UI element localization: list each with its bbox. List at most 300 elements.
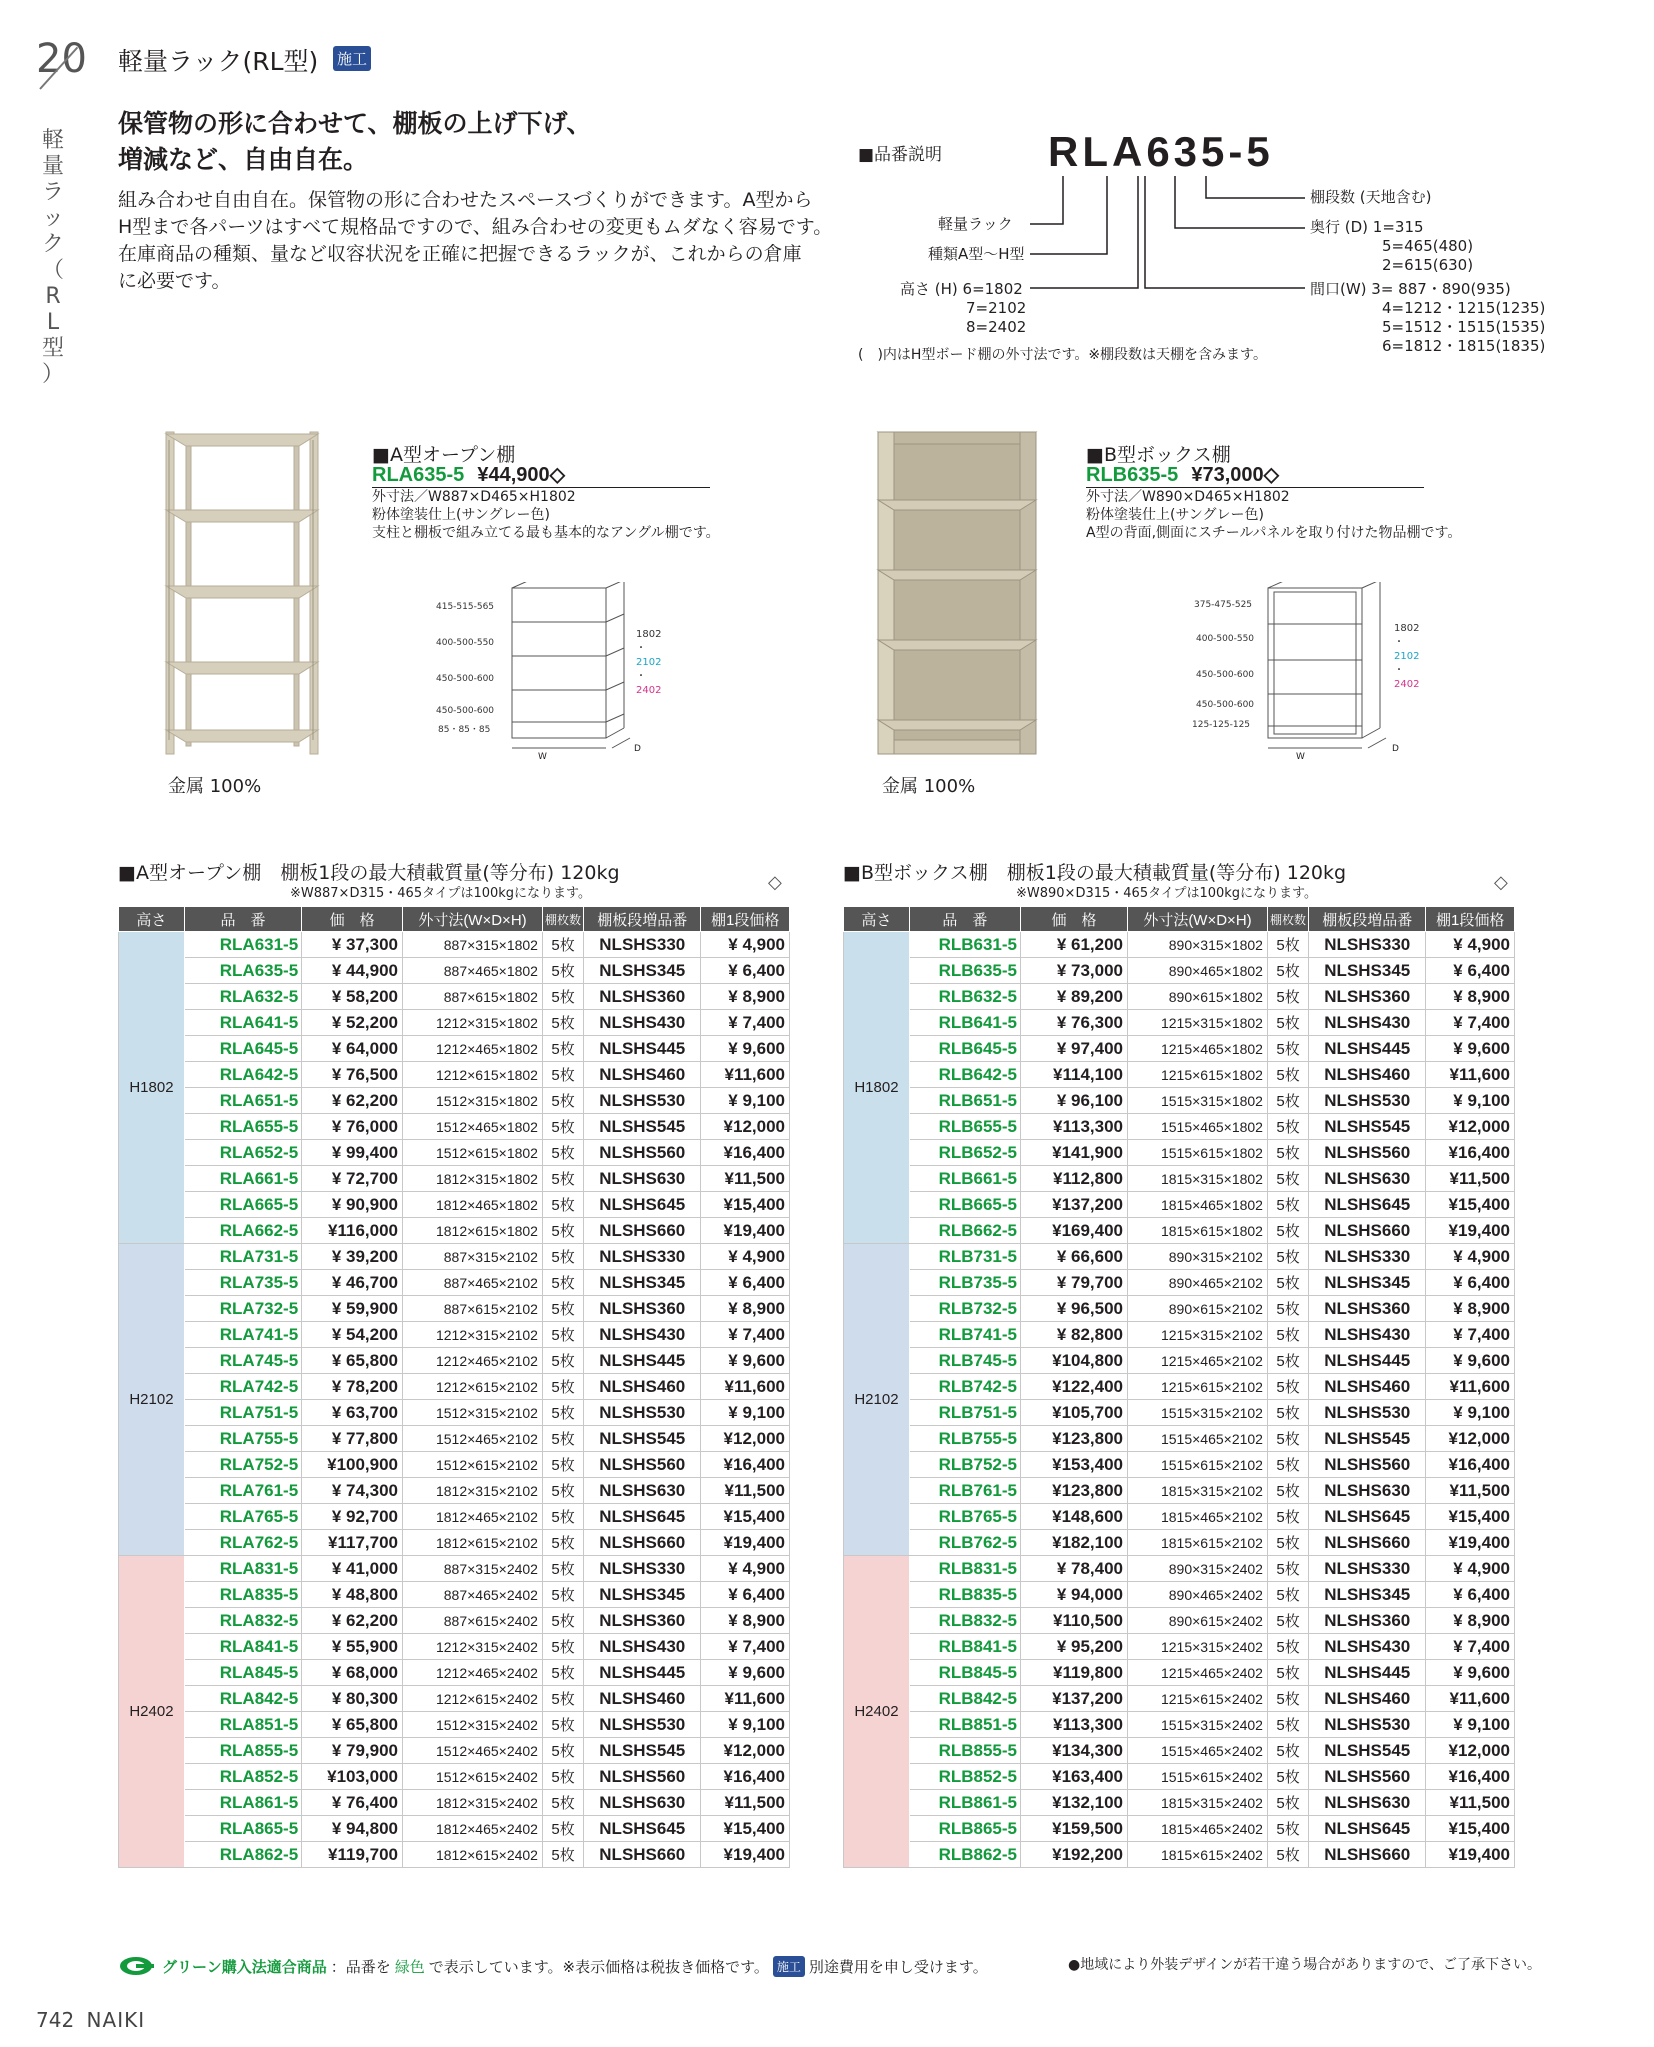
- pn-label-shelf-count: 棚段数 (天地含む): [1310, 188, 1432, 206]
- extra-shelf-price-cell: ¥ 9,100: [1426, 1400, 1515, 1426]
- page-title: 軽量ラック(RL型): [118, 47, 319, 76]
- extra-shelf-code-cell: NLSHS560: [584, 1764, 701, 1790]
- table-row: [119, 1322, 790, 1348]
- product-code-cell: RLA762-5: [184, 1530, 301, 1556]
- table-row: [119, 1244, 790, 1270]
- pn-label-height-8: 8=2402: [966, 318, 1027, 336]
- extra-shelf-code-cell: NLSHS445: [1309, 1036, 1426, 1062]
- shelf-count-cell: 5枚: [1267, 1582, 1308, 1608]
- extra-shelf-code-cell: NLSHS560: [584, 1452, 701, 1478]
- dimension-cell: 1815×465×2402: [1128, 1816, 1268, 1842]
- table-row: [119, 1166, 790, 1192]
- table-row: [844, 1036, 1515, 1062]
- table-row: [844, 1764, 1515, 1790]
- table-row: [119, 1712, 790, 1738]
- shelf-count-cell: 5枚: [1267, 1452, 1308, 1478]
- dimension-cell: 1212×465×2102: [403, 1348, 543, 1374]
- dimension-cell: 887×465×2102: [403, 1270, 543, 1296]
- extra-shelf-price-cell: ¥11,600: [1426, 1374, 1515, 1400]
- price-cell: ¥ 74,300: [302, 1478, 403, 1504]
- product-code-cell: RLB651-5: [909, 1088, 1020, 1114]
- extra-shelf-price-cell: ¥ 7,400: [1426, 1634, 1515, 1660]
- dimension-cell: 890×465×2102: [1128, 1270, 1268, 1296]
- shelf-count-cell: 5枚: [542, 1400, 583, 1426]
- table-row: [844, 1842, 1515, 1868]
- table-row: [844, 1608, 1515, 1634]
- shelf-count-cell: 5枚: [1267, 1114, 1308, 1140]
- dimension-cell: 887×315×1802: [403, 932, 543, 958]
- dimension-cell: 1515×465×2402: [1128, 1738, 1268, 1764]
- extra-shelf-code-cell: NLSHS445: [584, 1348, 701, 1374]
- extra-shelf-price-cell: ¥11,500: [701, 1478, 790, 1504]
- col-height: 高さ: [844, 907, 910, 932]
- extra-shelf-price-cell: ¥11,600: [1426, 1686, 1515, 1712]
- dimension-cell: 1812×315×1802: [403, 1166, 543, 1192]
- price-cell: ¥119,700: [302, 1842, 403, 1868]
- extra-shelf-price-cell: ¥15,400: [1426, 1816, 1515, 1842]
- price-cell: ¥ 63,700: [302, 1400, 403, 1426]
- extra-shelf-code-cell: NLSHS360: [1309, 1608, 1426, 1634]
- extra-shelf-code-cell: NLSHS430: [584, 1322, 701, 1348]
- extra-shelf-code-cell: NLSHS445: [1309, 1660, 1426, 1686]
- vertical-title-char: L: [46, 310, 60, 335]
- extra-shelf-price-cell: ¥12,000: [701, 1738, 790, 1764]
- shelf-count-cell: 5枚: [1267, 1140, 1308, 1166]
- dimension-cell: 1812×615×2102: [403, 1530, 543, 1556]
- table-row: [844, 1686, 1515, 1712]
- dimension-cell: 887×315×2102: [403, 1244, 543, 1270]
- extra-shelf-price-cell: ¥11,500: [1426, 1478, 1515, 1504]
- shelf-count-cell: 5枚: [1267, 1426, 1308, 1452]
- price-cell: ¥113,300: [1021, 1712, 1128, 1738]
- dimension-cell: 890×615×2402: [1128, 1608, 1268, 1634]
- extra-shelf-price-cell: ¥ 9,100: [701, 1088, 790, 1114]
- col-height: 高さ: [119, 907, 185, 932]
- pn-label-rack: 軽量ラック: [938, 215, 1013, 233]
- price-cell: ¥116,000: [302, 1218, 403, 1244]
- dimension-cell: 1512×465×2102: [403, 1426, 543, 1452]
- product-code-cell: RLB635-5: [909, 958, 1020, 984]
- extra-shelf-code-cell: NLSHS630: [1309, 1790, 1426, 1816]
- dimension-cell: 1512×615×2402: [403, 1764, 543, 1790]
- product-code-cell: RLA865-5: [184, 1816, 301, 1842]
- price-cell: ¥ 62,200: [302, 1088, 403, 1114]
- shelf-count-cell: 5枚: [542, 1452, 583, 1478]
- dimension-cell: 1215×615×1802: [1128, 1062, 1268, 1088]
- dimension-cell: 1515×315×1802: [1128, 1088, 1268, 1114]
- table-row: [844, 1192, 1515, 1218]
- extra-shelf-price-cell: ¥ 6,400: [1426, 1270, 1515, 1296]
- product-code-cell: RLA642-5: [184, 1062, 301, 1088]
- price-cell: ¥ 94,000: [1021, 1582, 1128, 1608]
- extra-shelf-price-cell: ¥19,400: [701, 1842, 790, 1868]
- table-row: [119, 1062, 790, 1088]
- extra-shelf-price-cell: ¥11,500: [701, 1166, 790, 1192]
- extra-shelf-code-cell: NLSHS560: [1309, 1140, 1426, 1166]
- price-cell: ¥ 77,800: [302, 1426, 403, 1452]
- shelf-count-cell: 5枚: [542, 1712, 583, 1738]
- shelf-count-cell: 5枚: [1267, 932, 1308, 958]
- shelf-count-cell: 5枚: [1267, 958, 1308, 984]
- product-code-cell: RLB855-5: [909, 1738, 1020, 1764]
- table-row: [844, 1452, 1515, 1478]
- extra-shelf-price-cell: ¥ 8,900: [1426, 984, 1515, 1010]
- price-cell: ¥ 78,200: [302, 1374, 403, 1400]
- page-number: 742: [36, 2008, 75, 2032]
- product-a-title-line: [372, 462, 710, 488]
- dimension-cell: 1512×465×2402: [403, 1738, 543, 1764]
- shelf-count-cell: 5枚: [1267, 1036, 1308, 1062]
- extra-shelf-code-cell: NLSHS460: [584, 1686, 701, 1712]
- product-code-cell: RLA645-5: [184, 1036, 301, 1062]
- dimension-cell: 890×465×1802: [1128, 958, 1268, 984]
- product-code-cell: RLA751-5: [184, 1400, 301, 1426]
- col-extra-shelf-price: 棚1段価格: [1426, 907, 1515, 932]
- table-row: [844, 1738, 1515, 1764]
- price-cell: ¥ 59,900: [302, 1296, 403, 1322]
- product-b-dim-d: D: [1392, 744, 1399, 754]
- col-extra-shelf-code: 棚板段増品番: [584, 907, 701, 932]
- dimension-cell: 1212×465×1802: [403, 1036, 543, 1062]
- product-code-cell: RLA851-5: [184, 1712, 301, 1738]
- shelf-count-cell: 5枚: [542, 1010, 583, 1036]
- table-row: [119, 1010, 790, 1036]
- extra-shelf-code-cell: NLSHS630: [1309, 1478, 1426, 1504]
- table-row: [844, 1530, 1515, 1556]
- shelf-count-cell: 5枚: [542, 1660, 583, 1686]
- extra-shelf-price-cell: ¥ 9,600: [701, 1348, 790, 1374]
- table-row: [119, 1816, 790, 1842]
- dimension-cell: 1812×465×1802: [403, 1192, 543, 1218]
- col-shelf-count: 棚枚数: [542, 907, 583, 932]
- price-cell: ¥112,800: [1021, 1166, 1128, 1192]
- dimension-cell: 1215×615×2102: [1128, 1374, 1268, 1400]
- product-code-cell: RLB741-5: [909, 1322, 1020, 1348]
- dimension-cell: 890×315×1802: [1128, 932, 1268, 958]
- dimension-cell: 1515×465×2102: [1128, 1426, 1268, 1452]
- shelf-count-cell: 5枚: [542, 1426, 583, 1452]
- dimension-cell: 1812×315×2402: [403, 1790, 543, 1816]
- price-cell: ¥ 79,900: [302, 1738, 403, 1764]
- shelf-count-cell: 5枚: [1267, 1062, 1308, 1088]
- col-dimensions: 外寸法(W×D×H): [403, 907, 543, 932]
- price-cell: ¥159,500: [1021, 1816, 1128, 1842]
- shelf-count-cell: 5枚: [542, 1296, 583, 1322]
- price-cell: ¥ 73,000: [1021, 958, 1128, 984]
- table-row: [119, 1374, 790, 1400]
- extra-shelf-code-cell: NLSHS530: [1309, 1712, 1426, 1738]
- col-dimensions: 外寸法(W×D×H): [1128, 907, 1268, 932]
- pn-label-height: 高さ (H) 6=1802: [900, 280, 1023, 298]
- extra-shelf-code-cell: NLSHS645: [1309, 1504, 1426, 1530]
- dimension-cell: 1812×615×1802: [403, 1218, 543, 1244]
- table-row: [119, 1556, 790, 1582]
- price-cell: ¥ 48,800: [302, 1582, 403, 1608]
- pn-label-width-6: 6=1812・1815(1835): [1382, 337, 1546, 355]
- product-code-cell: RLB731-5: [909, 1244, 1020, 1270]
- shelf-count-cell: 5枚: [542, 1036, 583, 1062]
- price-cell: ¥ 92,700: [302, 1504, 403, 1530]
- price-cell: ¥ 96,500: [1021, 1296, 1128, 1322]
- table-row: [844, 1114, 1515, 1140]
- product-code-cell: RLA631-5: [184, 932, 301, 958]
- shelf-count-cell: 5枚: [1267, 1712, 1308, 1738]
- extra-shelf-price-cell: ¥ 9,100: [701, 1400, 790, 1426]
- table-row: [119, 1296, 790, 1322]
- table-a-note: ※W887×D315・465タイプは100kgになります。: [290, 886, 591, 901]
- product-code-cell: RLB865-5: [909, 1816, 1020, 1842]
- product-b-dim-2: 400-500-550: [1196, 634, 1255, 644]
- table-row: [844, 1322, 1515, 1348]
- price-cell: ¥ 99,400: [302, 1140, 403, 1166]
- product-code-cell: RLB631-5: [909, 932, 1020, 958]
- extra-shelf-price-cell: ¥ 4,900: [701, 932, 790, 958]
- product-code-cell: RLB665-5: [909, 1192, 1020, 1218]
- dimension-cell: 887×465×1802: [403, 958, 543, 984]
- extra-shelf-code-cell: NLSHS460: [584, 1374, 701, 1400]
- extra-shelf-code-cell: NLSHS345: [1309, 1270, 1426, 1296]
- product-code-cell: RLA641-5: [184, 1010, 301, 1036]
- price-cell: ¥ 76,500: [302, 1062, 403, 1088]
- vertical-title-char: 量: [41, 154, 64, 179]
- table-row: [119, 1426, 790, 1452]
- dimension-cell: 1212×315×2402: [403, 1634, 543, 1660]
- shelf-count-cell: 5枚: [542, 1244, 583, 1270]
- dimension-cell: 1515×315×2102: [1128, 1400, 1268, 1426]
- product-b-dimension-drawing: [1248, 582, 1408, 762]
- product-a-dim-w: W: [538, 752, 547, 762]
- shelf-count-cell: 5枚: [542, 958, 583, 984]
- product-code-cell: RLA632-5: [184, 984, 301, 1010]
- extra-shelf-code-cell: NLSHS545: [584, 1426, 701, 1452]
- vertical-title-char: （: [41, 258, 64, 283]
- product-code-cell: RLA845-5: [184, 1660, 301, 1686]
- price-cell: ¥192,200: [1021, 1842, 1128, 1868]
- table-row: [844, 1816, 1515, 1842]
- pn-label-depth-2: 2=615(630): [1382, 256, 1474, 274]
- extra-shelf-code-cell: NLSHS430: [584, 1010, 701, 1036]
- price-cell: ¥ 76,400: [302, 1790, 403, 1816]
- product-code-cell: RLA835-5: [184, 1582, 301, 1608]
- price-cell: ¥123,800: [1021, 1426, 1128, 1452]
- shelf-count-cell: 5枚: [1267, 1192, 1308, 1218]
- product-code-cell: RLB842-5: [909, 1686, 1020, 1712]
- extra-shelf-price-cell: ¥ 4,900: [1426, 932, 1515, 958]
- price-cell: ¥ 37,300: [302, 932, 403, 958]
- dimension-cell: 1815×315×1802: [1128, 1166, 1268, 1192]
- page-number-block: [36, 2008, 145, 2032]
- product-b-code: RLB635-5: [1086, 464, 1179, 486]
- table-row: [119, 984, 790, 1010]
- dimension-cell: 1215×315×2102: [1128, 1322, 1268, 1348]
- shelf-count-cell: 5枚: [542, 1270, 583, 1296]
- pn-label-height-7: 7=2102: [966, 299, 1027, 317]
- extra-shelf-price-cell: ¥11,600: [701, 1062, 790, 1088]
- shelf-count-cell: 5枚: [1267, 1296, 1308, 1322]
- extra-shelf-price-cell: ¥ 4,900: [1426, 1244, 1515, 1270]
- dimension-cell: 890×615×2102: [1128, 1296, 1268, 1322]
- extra-shelf-price-cell: ¥ 7,400: [701, 1010, 790, 1036]
- shelf-count-cell: 5枚: [1267, 1504, 1308, 1530]
- product-code-cell: RLA841-5: [184, 1634, 301, 1660]
- extra-shelf-price-cell: ¥11,600: [701, 1374, 790, 1400]
- extra-shelf-price-cell: ¥19,400: [701, 1530, 790, 1556]
- shelf-count-cell: 5枚: [1267, 984, 1308, 1010]
- dimension-cell: 1215×315×1802: [1128, 1010, 1268, 1036]
- table-row: [844, 1010, 1515, 1036]
- product-code-cell: RLB751-5: [909, 1400, 1020, 1426]
- dimension-cell: 887×615×2402: [403, 1608, 543, 1634]
- height-group-cell: H2402: [119, 1556, 185, 1868]
- shelf-count-cell: 5枚: [1267, 1218, 1308, 1244]
- extra-shelf-code-cell: NLSHS630: [584, 1166, 701, 1192]
- price-cell: ¥119,800: [1021, 1660, 1128, 1686]
- shelf-count-cell: 5枚: [1267, 1270, 1308, 1296]
- price-cell: ¥ 65,800: [302, 1712, 403, 1738]
- product-code-cell: RLA741-5: [184, 1322, 301, 1348]
- product-code-cell: RLA852-5: [184, 1764, 301, 1790]
- dimension-cell: 1212×615×2102: [403, 1374, 543, 1400]
- product-code-cell: RLA665-5: [184, 1192, 301, 1218]
- extra-shelf-code-cell: NLSHS330: [584, 1556, 701, 1582]
- shelf-count-cell: 5枚: [1267, 1374, 1308, 1400]
- extra-shelf-code-cell: NLSHS460: [1309, 1374, 1426, 1400]
- extra-shelf-code-cell: NLSHS345: [1309, 958, 1426, 984]
- dimension-cell: 1515×615×2102: [1128, 1452, 1268, 1478]
- height-group-cell: H2102: [119, 1244, 185, 1556]
- extra-shelf-code-cell: NLSHS660: [584, 1842, 701, 1868]
- table-b: [843, 906, 1515, 1868]
- extra-shelf-code-cell: NLSHS645: [584, 1192, 701, 1218]
- pn-label-depth: 奥行 (D) 1=315: [1310, 218, 1424, 236]
- price-cell: ¥ 94,800: [302, 1816, 403, 1842]
- product-a-code: RLA635-5: [372, 464, 465, 486]
- price-cell: ¥100,900: [302, 1452, 403, 1478]
- extra-shelf-price-cell: ¥11,600: [701, 1686, 790, 1712]
- price-cell: ¥137,200: [1021, 1192, 1128, 1218]
- extra-shelf-code-cell: NLSHS630: [584, 1790, 701, 1816]
- product-a-dim-4: 450-500-600: [436, 706, 495, 716]
- vertical-title-char: ）: [41, 362, 64, 387]
- price-cell: ¥ 76,300: [1021, 1010, 1128, 1036]
- col-extra-shelf-price: 棚1段価格: [701, 907, 790, 932]
- extra-shelf-code-cell: NLSHS460: [584, 1062, 701, 1088]
- table-row: [119, 1634, 790, 1660]
- product-b-heading: ■B型ボックス棚: [1086, 444, 1231, 466]
- extra-shelf-price-cell: ¥11,600: [1426, 1062, 1515, 1088]
- price-cell: ¥ 80,300: [302, 1686, 403, 1712]
- extra-shelf-code-cell: NLSHS530: [1309, 1400, 1426, 1426]
- dimension-cell: 1815×615×2402: [1128, 1842, 1268, 1868]
- dimension-cell: 890×315×2102: [1128, 1244, 1268, 1270]
- table-row: [844, 1400, 1515, 1426]
- shelf-count-cell: 5枚: [542, 1140, 583, 1166]
- product-code-cell: RLB742-5: [909, 1374, 1020, 1400]
- table-row: [119, 958, 790, 984]
- price-cell: ¥ 62,200: [302, 1608, 403, 1634]
- table-row: [119, 1114, 790, 1140]
- table-row: [119, 1530, 790, 1556]
- extra-shelf-price-cell: ¥ 9,100: [1426, 1712, 1515, 1738]
- shelf-count-cell: 5枚: [542, 1062, 583, 1088]
- table-row: [119, 1036, 790, 1062]
- extra-shelf-price-cell: ¥15,400: [701, 1192, 790, 1218]
- extra-shelf-code-cell: NLSHS560: [584, 1140, 701, 1166]
- extra-shelf-code-cell: NLSHS360: [1309, 1296, 1426, 1322]
- table-row: [844, 1140, 1515, 1166]
- height-group-cell: H2102: [844, 1244, 910, 1556]
- table-row: [119, 1478, 790, 1504]
- price-cell: ¥113,300: [1021, 1114, 1128, 1140]
- shelf-count-cell: 5枚: [542, 1166, 583, 1192]
- product-code-cell: RLA855-5: [184, 1738, 301, 1764]
- product-code-cell: RLB655-5: [909, 1114, 1020, 1140]
- lead-text: 保管物の形に合わせて、棚板の上げ下げ、 増減など、自由自在。: [118, 109, 592, 174]
- shelf-count-cell: 5枚: [542, 1322, 583, 1348]
- product-b-material: 金属 100%: [882, 776, 976, 797]
- table-row: [844, 1504, 1515, 1530]
- extra-shelf-code-cell: NLSHS545: [584, 1114, 701, 1140]
- footer-right-note: ●地域により外装デザインが若干違う場合がありますので、ご了承下さい。: [1068, 1957, 1541, 1973]
- extra-shelf-code-cell: NLSHS560: [1309, 1452, 1426, 1478]
- shelf-count-cell: 5枚: [1267, 1348, 1308, 1374]
- table-row: [844, 1634, 1515, 1660]
- extra-shelf-code-cell: NLSHS360: [584, 1296, 701, 1322]
- vertical-title-char: ッ: [41, 206, 64, 231]
- shelf-count-cell: 5枚: [1267, 1738, 1308, 1764]
- extra-shelf-price-cell: ¥19,400: [1426, 1218, 1515, 1244]
- extra-shelf-code-cell: NLSHS430: [1309, 1634, 1426, 1660]
- extra-shelf-price-cell: ¥11,500: [1426, 1790, 1515, 1816]
- extra-shelf-code-cell: NLSHS545: [1309, 1426, 1426, 1452]
- shelf-count-cell: 5枚: [1267, 1764, 1308, 1790]
- dimension-cell: 887×615×2102: [403, 1296, 543, 1322]
- pn-label-depth-5: 5=465(480): [1382, 237, 1474, 255]
- shelf-count-cell: 5枚: [542, 1738, 583, 1764]
- product-a-dim-2: 400-500-550: [436, 638, 495, 648]
- product-code-cell: RLA861-5: [184, 1790, 301, 1816]
- product-code-cell: RLB755-5: [909, 1426, 1020, 1452]
- dimension-cell: 1212×615×2402: [403, 1686, 543, 1712]
- chapter-number: 20: [36, 36, 87, 82]
- product-code-cell: RLA831-5: [184, 1556, 301, 1582]
- product-code-cell: RLB841-5: [909, 1634, 1020, 1660]
- table-row: [844, 1790, 1515, 1816]
- shelf-count-cell: 5枚: [542, 1608, 583, 1634]
- green-purchase-icon: [118, 1955, 158, 1977]
- price-cell: ¥ 76,000: [302, 1114, 403, 1140]
- shelf-count-cell: 5枚: [1267, 1478, 1308, 1504]
- product-code-cell: RLB832-5: [909, 1608, 1020, 1634]
- shelf-count-cell: 5枚: [1267, 1842, 1308, 1868]
- product-code-cell: RLB662-5: [909, 1218, 1020, 1244]
- extra-shelf-code-cell: NLSHS545: [1309, 1114, 1426, 1140]
- table-row: [844, 1426, 1515, 1452]
- table-a-title: ■A型オープン棚 棚板1段の最大積載質量(等分布) 120kg: [118, 862, 620, 884]
- table-row: [844, 1660, 1515, 1686]
- product-b-dim-4: 450-500-600: [1196, 700, 1255, 710]
- table-row: [119, 1400, 790, 1426]
- extra-shelf-code-cell: NLSHS430: [584, 1634, 701, 1660]
- price-cell: ¥ 54,200: [302, 1322, 403, 1348]
- product-code-cell: RLB641-5: [909, 1010, 1020, 1036]
- product-code-cell: RLA655-5: [184, 1114, 301, 1140]
- extra-shelf-price-cell: ¥ 9,100: [701, 1712, 790, 1738]
- extra-shelf-code-cell: NLSHS445: [584, 1036, 701, 1062]
- price-cell: ¥182,100: [1021, 1530, 1128, 1556]
- dimension-cell: 1815×615×2102: [1128, 1530, 1268, 1556]
- extra-shelf-code-cell: NLSHS545: [584, 1738, 701, 1764]
